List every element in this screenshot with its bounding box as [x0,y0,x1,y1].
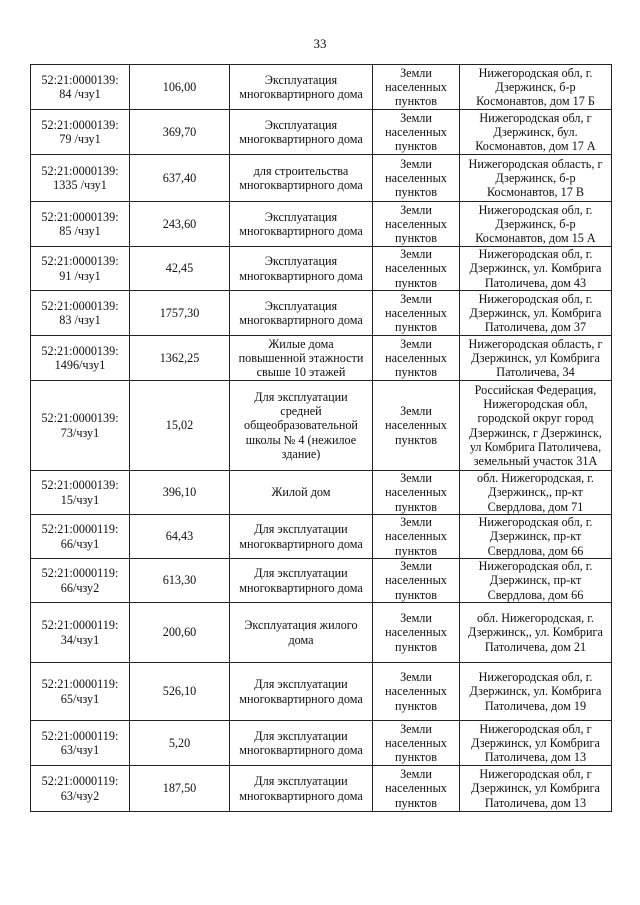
area-cell: 64,43 [130,515,230,559]
area-cell: 396,10 [130,471,230,515]
land-category-cell: Земли населенных пунктов [373,471,460,515]
table-row [31,603,612,663]
area-cell: 369,70 [130,110,230,155]
land-category-cell: Земли населенных пунктов [373,766,460,812]
address-cell: обл. Нижегородская, г. Дзержинск,, ул. Комбрига Патоличева, дом 21 [460,603,612,663]
area-cell: 613,30 [130,559,230,603]
permitted-use-cell: Для эксплуатации многоквартирного дома [230,721,373,766]
permitted-use-cell: Эксплуатация многоквартирного дома [230,291,373,336]
land-category-cell: Земли населенных пунктов [373,603,460,663]
cadastral-number-cell: 52:21:0000139: 85 /чзу1 [31,202,130,247]
table-row [31,515,612,559]
permitted-use-cell: Для эксплуатации многоквартирного дома [230,766,373,812]
table-body [31,65,612,812]
cadastral-number-cell: 52:21:0000139: 73/чзу1 [31,381,130,471]
area-cell: 1362,25 [130,336,230,381]
address-cell: Нижегородская обл, г Дзержинск, ул Комбрига Патоличева, дом 13 [460,766,612,812]
cadastral-number-cell: 52:21:0000139: 91 /чзу1 [31,247,130,291]
land-category-cell: Земли населенных пунктов [373,721,460,766]
table-row [31,65,612,110]
area-cell: 5,20 [130,721,230,766]
cadastral-number-cell: 52:21:0000139: 1335 /чзу1 [31,155,130,202]
land-category-cell: Земли населенных пунктов [373,515,460,559]
cadastral-number-cell: 52:21:0000139: 1496/чзу1 [31,336,130,381]
cadastral-number-cell: 52:21:0000119: 63/чзу2 [31,766,130,812]
cadastral-number-cell: 52:21:0000139: 83 /чзу1 [31,291,130,336]
area-cell: 187,50 [130,766,230,812]
address-cell: Нижегородская обл, г. Дзержинск, б-р Космонавтов, дом 17 Б [460,65,612,110]
cadastral-number-cell: 52:21:0000119: 63/чзу1 [31,721,130,766]
table-row [31,110,612,155]
cadastral-number-cell: 52:21:0000139: 84 /чзу1 [31,65,130,110]
table-row [31,336,612,381]
table-row [31,155,612,202]
address-cell: Нижегородская область, г Дзержинск, ул Комбрига Патоличева, 34 [460,336,612,381]
permitted-use-cell: Эксплуатация многоквартирного дома [230,65,373,110]
table-row [31,247,612,291]
area-cell: 243,60 [130,202,230,247]
permitted-use-cell: Для эксплуатации средней общеобразовательной школы № 4 (нежилое здание) [230,381,373,471]
cadastral-number-cell: 52:21:0000139: 15/чзу1 [31,471,130,515]
table-row [31,381,612,471]
permitted-use-cell: Эксплуатация многоквартирного дома [230,110,373,155]
permitted-use-cell: Эксплуатация жилого дома [230,603,373,663]
land-category-cell: Земли населенных пунктов [373,110,460,155]
address-cell: Нижегородская обл, г. Дзержинск, б-р Космонавтов, дом 15 А [460,202,612,247]
land-category-cell: Земли населенных пунктов [373,663,460,721]
land-category-cell: Земли населенных пунктов [373,291,460,336]
permitted-use-cell: Для эксплуатации многоквартирного дома [230,559,373,603]
land-category-cell: Земли населенных пунктов [373,202,460,247]
permitted-use-cell: Эксплуатация многоквартирного дома [230,202,373,247]
cadastral-number-cell: 52:21:0000119: 66/чзу1 [31,515,130,559]
area-cell: 106,00 [130,65,230,110]
address-cell: Нижегородская обл, г. Дзержинск, пр-кт Свердлова, дом 66 [460,559,612,603]
address-cell: обл. Нижегородская, г. Дзержинск,, пр-кт Свердлова, дом 71 [460,471,612,515]
land-category-cell: Земли населенных пунктов [373,155,460,202]
permitted-use-cell: Жилой дом [230,471,373,515]
page-number: 33 [313,36,327,51]
cadastral-number-cell: 52:21:0000119: 66/чзу2 [31,559,130,603]
permitted-use-cell: Для эксплуатации многоквартирного дома [230,663,373,721]
area-cell: 42,45 [130,247,230,291]
table-row [31,559,612,603]
address-cell: Нижегородская обл, г. Дзержинск, ул. Комбрига Патоличева, дом 37 [460,291,612,336]
area-cell: 15,02 [130,381,230,471]
table-row [31,766,612,812]
address-cell: Нижегородская обл, г. Дзержинск, ул. Комбрига Патоличева, дом 19 [460,663,612,721]
permitted-use-cell: Эксплуатация многоквартирного дома [230,247,373,291]
permitted-use-cell: для строительства многоквартирного дома [230,155,373,202]
land-category-cell: Земли населенных пунктов [373,559,460,603]
table-row [31,721,612,766]
table-row [31,663,612,721]
address-cell: Российская Федерация, Нижегородская обл, городской округ город Дзержинск, г Дзержинск, ул Комбрига Патоличева, земельный участок 31А [460,381,612,471]
land-category-cell: Земли населенных пунктов [373,247,460,291]
permitted-use-cell: Для эксплуатации многоквартирного дома [230,515,373,559]
area-cell: 1757,30 [130,291,230,336]
area-cell: 200,60 [130,603,230,663]
table-row [31,471,612,515]
address-cell: Нижегородская обл, г. Дзержинск, ул. Комбрига Патоличева, дом 43 [460,247,612,291]
land-category-cell: Земли населенных пунктов [373,65,460,110]
area-cell: 526,10 [130,663,230,721]
area-cell: 637,40 [130,155,230,202]
table-row [31,202,612,247]
land-plots-table [30,64,612,812]
address-cell: Нижегородская обл, г Дзержинск, бул. Космонавтов, дом 17 А [460,110,612,155]
land-category-cell: Земли населенных пунктов [373,381,460,471]
cadastral-number-cell: 52:21:0000139: 79 /чзу1 [31,110,130,155]
address-cell: Нижегородская обл, г Дзержинск, ул Комбрига Патоличева, дом 13 [460,721,612,766]
table-row [31,291,612,336]
cadastral-number-cell: 52:21:0000119: 65/чзу1 [31,663,130,721]
permitted-use-cell: Жилые дома повышенной этажности свыше 10 этажей [230,336,373,381]
land-category-cell: Земли населенных пунктов [373,336,460,381]
address-cell: Нижегородская область, г Дзержинск, б-р Космонавтов, 17 В [460,155,612,202]
cadastral-number-cell: 52:21:0000119: 34/чзу1 [31,603,130,663]
address-cell: Нижегородская обл, г. Дзержинск, пр-кт Свердлова, дом 66 [460,515,612,559]
